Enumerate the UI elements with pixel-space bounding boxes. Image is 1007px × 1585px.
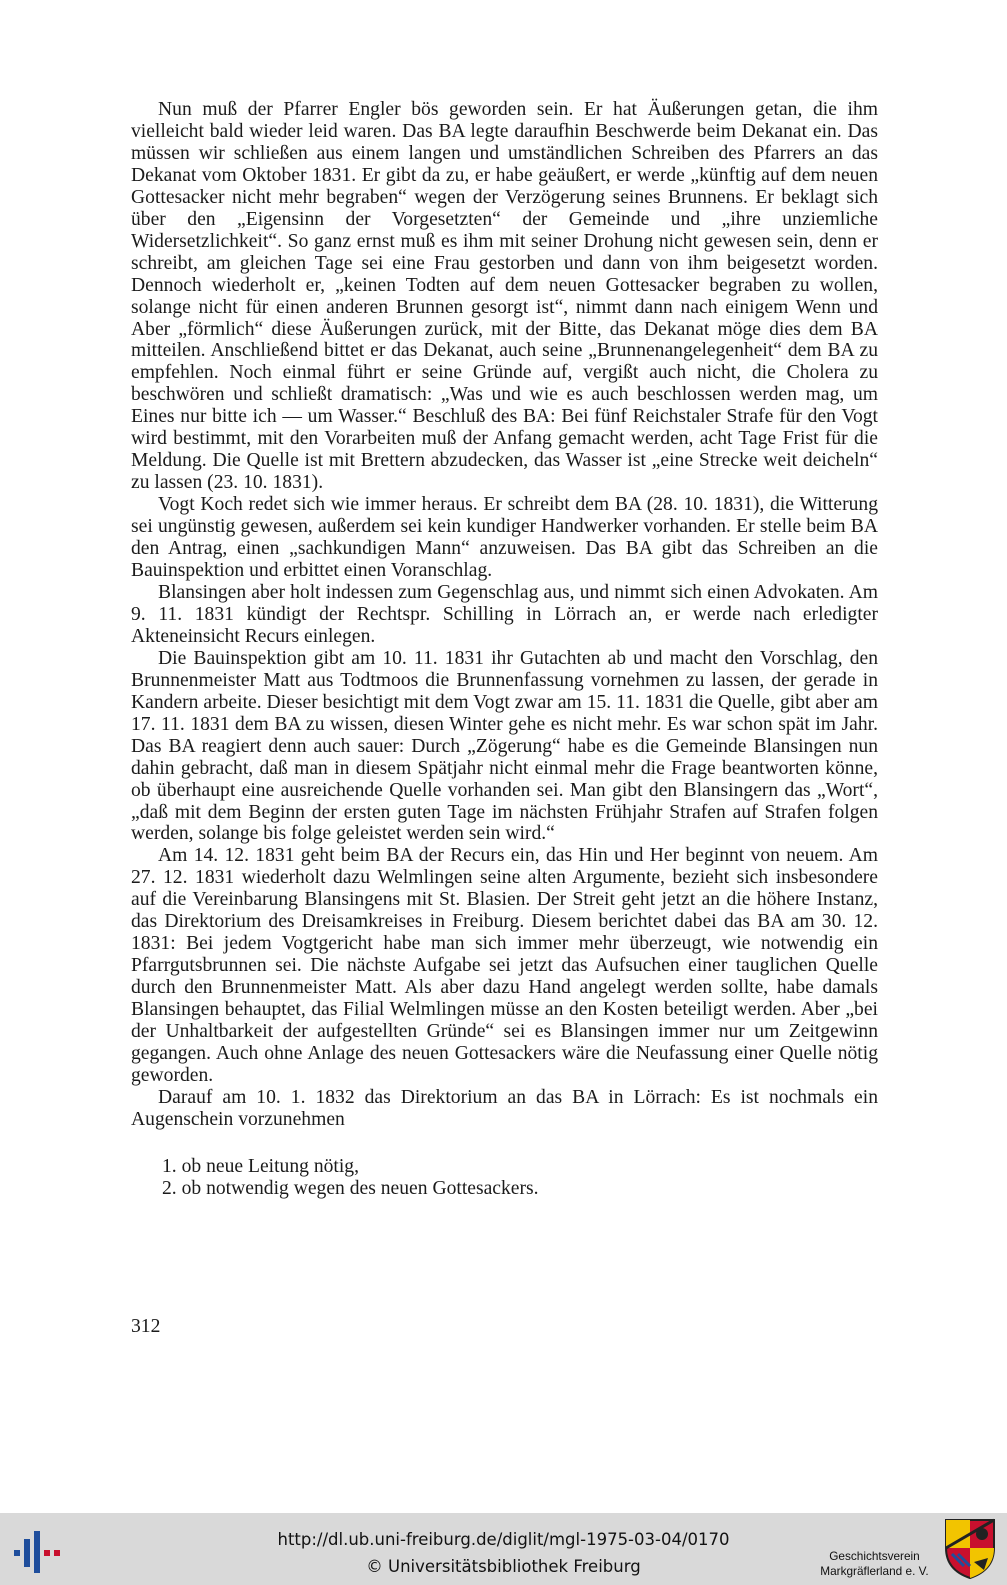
page-body [131, 99, 878, 1200]
society-name-line2: Markgräflerland e. V. [820, 1564, 929, 1578]
numbered-list [162, 1156, 878, 1200]
list-item: 2. ob notwendig wegen des neuen Gottesackers. [162, 1177, 539, 1199]
paragraph-5: Am 14. 12. 1831 geht beim BA der Recurs ein, das Hin und Her beginnt von neuem. Am 27. 12. 1831 wiederholt dazu Welmlingen seine alten Argumente, bezieht sich insbesondere auf die Vereinbarung Blansingens mit St. Blasien. Der Streit geht jetzt an die höhere Instanz, das Direktorium des Dreisamkreises in Freiburg. Diesem berichtet dabei das BA am 30. 12. 1831: Bei jedem Vogtgericht habe man sich immer mehr überzeugt, wie notwendig ein Pfarrgutsbrunnen sei. Die nächste Aufgabe sei jetzt das Aufsuchen einer tauglichen Quelle durch den Brunnenmeister Matt. Als aber dazu Hand angelegt werden sollte, habe damals Blansingen behauptet, das Filial Welmlingen müsse an den Kosten beteiligt werden. Aber „bei der Unhaltbarkeit der aufgestellten Gründe“ sei es Blansingen immer nur um Zeitgewinn gegangen. Auch ohne Anlage des neuen Gottesackers wäre die Neufassung einer Quelle nötig geworden. [131, 845, 878, 1086]
list-item: 1. ob neue Leitung nötig, [162, 1155, 359, 1177]
paragraph-4: Die Bauinspektion gibt am 10. 11. 1831 ihr Gutachten ab und macht den Vorschlag, den Brunnenmeister Matt aus Todtmoos die Brunnenfassung vornehmen zu lassen, der gerade in Kandern arbeite. Dieser besichtigt mit dem Vogt zwar am 15. 11. 1831 die Quelle, gibt aber am 17. 11. 1831 dem BA zu wissen, diesen Winter gehe es nicht mehr. Es war schon spät im Jahr. Das BA reagiert denn auch sauer: Durch „Zögerung“ habe es die Gemeinde Blansingen nun dahin gebracht, daß man in diesem Spätjahr nicht einmal mehr die Frage beantworten könne, ob überhaupt eine ausreichende Quelle vorhanden sei. Man gibt den Blansingern das „Wort“, „daß mit dem Beginn der ersten guten Tage im nächsten Frühjahr Strafen auf Strafen folgen werden, solange bis folge geleistet werden sein wird.“ [131, 647, 878, 845]
society-name-line1: Geschichtsverein [829, 1549, 920, 1563]
paragraph-6: Darauf am 10. 1. 1832 das Direktorium an das BA in Lörrach: Es ist nochmals ein Augenschein vorzunehmen [131, 1086, 878, 1130]
footer-copyright: © Universitätsbibliothek Freiburg [366, 1557, 641, 1576]
paragraph-2: Vogt Koch redet sich wie immer heraus. Er schreibt dem BA (28. 10. 1831), die Witterung sei ungünstig gewesen, außerdem sei kein kundiger Handwerker vorhanden. Er stelle beim BA den Antrag, einen „sachkundigen Mann“ anzuweisen. Das BA gibt das Schreiben an die Bauinspektion und erbittet einen Voranschlag. [131, 494, 878, 582]
society-crest-icon [944, 1518, 996, 1579]
paragraph-1: Nun muß der Pfarrer Engler bös geworden sein. Er hat Äußerungen getan, die ihm vielleicht bald wieder leid waren. Das BA legte daraufhin Beschwerde beim Dekanat ein. Das müssen wir schließen aus einem langen und umständlichen Schreiben des Pfarrers an das Dekanat vom Oktober 1831. Er gibt da zu, er habe geäußert, er werde „künftig auf dem neuen Gottesacker nicht mehr begraben“ wegen der Verzögerung seines Brunnens. Er beklagt sich über den „Eigensinn der Vorgesetzten“ der Gemeinde und „ihre unziemliche Widersetzlichkeit“. So ganz ernst muß es ihm mit seiner Drohung nicht gewesen sein, denn er schreibt, am gleichen Tage sei eine Frau gestorben und dann von ihm beigesetzt worden. Dennoch wiederholt er, „keinen Todten auf dem neuen Gottesacker begraben zu wollen, solange nicht für einen anderen Brunnen gesorgt ist“, nimmt dann nach einigem Wenn und Aber „förmlich“ diese Äußerungen zurück, mit der Bitte, das Dekanat möge dies dem BA mitteilen. Anschließend bittet er das Dekanat, auch seine „Brunnenangelegenheit“ dem BA zu empfehlen. Noch einmal führt er seine Gründe auf, vergißt auch nicht, die Cholera zu beschwören und schließt dramatisch: „Was und wie es auch beschlossen werden mag, um Eines nur bitte ich — um Wasser.“ Beschluß des BA: Bei fünf Reichstaler Strafe für den Vogt wird bestimmt, mit den Vorarbeiten muß der Anfang gemacht werden, acht Tage Frist für die Meldung. Die Quelle ist mit Brettern abzudecken, das Wasser ist „eine Strecke weit deicheln“ zu lassen (23. 10. 1831). [131, 99, 878, 494]
footer-url-link[interactable]: http://dl.ub.uni-freiburg.de/diglit/mgl-1975-03-04/0170 [277, 1530, 730, 1549]
paragraph-3: Blansingen aber holt indessen zum Gegenschlag aus, und nimmt sich einen Advokaten. Am 9. 11. 1831 kündigt der Rechtspr. Schilling in Lörrach an, er werde nach erledigter Akteneinsicht Recurs einlegen. [131, 581, 878, 647]
footer-bar [0, 1513, 1007, 1585]
page-number: 312 [131, 1316, 161, 1337]
society-name [812, 1549, 937, 1579]
